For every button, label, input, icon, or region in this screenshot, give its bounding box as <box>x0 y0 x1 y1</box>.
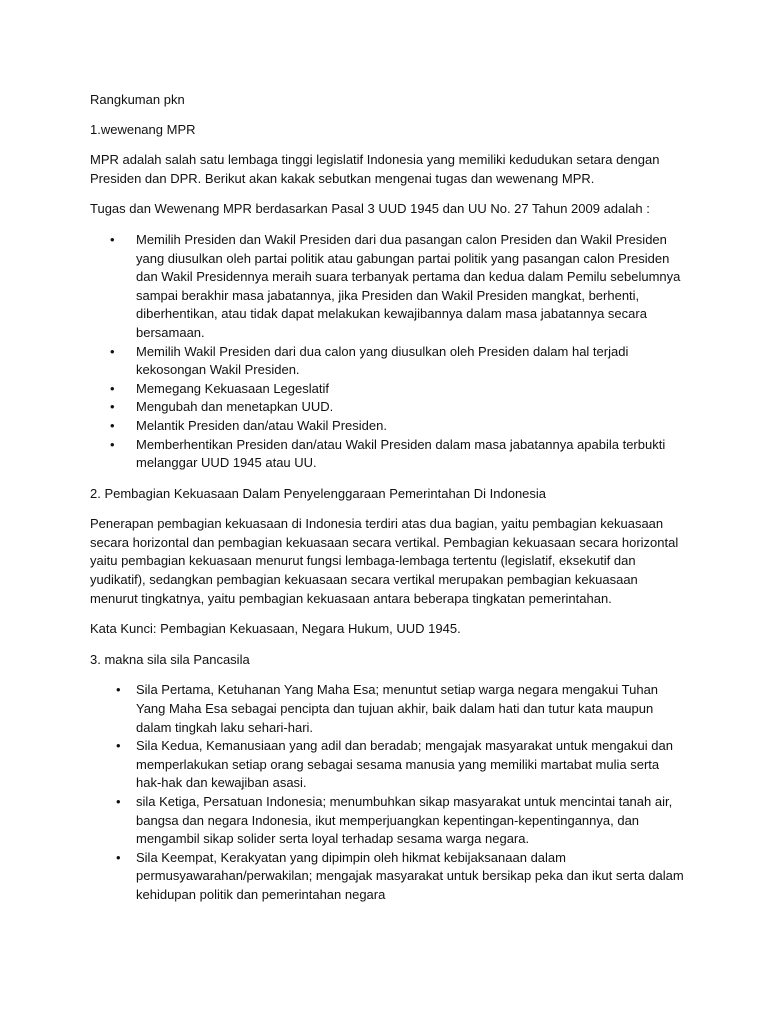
bullet-icon: • <box>116 794 121 809</box>
bullet-icon: • <box>116 682 121 698</box>
list-item-text: Sila Pertama, Ketuhanan Yang Maha Esa; menuntut setiap warga negara mengakui Tuhan Yang Maha Esa sebagai pencipta dan tujuan akhir, baik dalam hati dan tutur kata maupun dalam tingkah laku sehari-hari. <box>136 682 659 735</box>
list-item <box>90 417 688 436</box>
list-item <box>90 343 688 380</box>
document-title: Rangkuman pkn <box>90 92 185 107</box>
list-item-text: Memilih Wakil Presiden dari dua calon yang diusulkan oleh Presiden dalam hal terjadi kekosongan Wakil Presiden. <box>136 343 629 378</box>
bullet-icon: • <box>116 738 121 754</box>
list-item-text: Melantik Presiden dan/atau Wakil Presiden. <box>136 417 387 433</box>
list-item <box>90 849 688 905</box>
section-3-list <box>90 681 688 904</box>
bullet-icon: • <box>110 343 115 359</box>
bullet-icon: • <box>110 231 115 247</box>
list-item <box>90 737 688 793</box>
list-item <box>90 681 688 737</box>
section-1-intro: MPR adalah salah satu lembaga tinggi legislatif Indonesia yang memiliki kedudukan setara dengan Presiden dan DPR. Berikut akan kakak sebutkan mengenai tugas dan wewenang MPR. <box>90 152 660 186</box>
list-item-text: Mengubah dan menetapkan UUD. <box>136 399 334 415</box>
list-item-text: Memberhentikan Presiden dan/atau Wakil Presiden dalam masa jabatannya apabila terbukti melanggar UUD 1945 atau UU. <box>136 436 666 471</box>
bullet-icon: • <box>116 849 121 865</box>
list-item <box>90 231 688 343</box>
list-item-text: Memegang Kekuasaan Legeslatif <box>136 380 329 396</box>
bullet-icon: • <box>110 436 115 452</box>
list-item-text: Sila Keempat, Kerakyatan yang dipimpin oleh hikmat kebijaksanaan dalam permusyawarahan/perwakilan; mengajak masyarakat untuk bersikap peka dan ikut serta dalam kehidupan politik dan pemerintahan negara <box>136 849 684 902</box>
section-1-list <box>90 231 688 473</box>
section-1-lead: Tugas dan Wewenang MPR berdasarkan Pasal 3 UUD 1945 dan UU No. 27 Tahun 2009 adalah : <box>90 201 650 217</box>
list-item <box>90 793 688 849</box>
bullet-icon: • <box>110 399 115 415</box>
list-item-text: Memilih Presiden dan Wakil Presiden dari dua pasangan calon Presiden dan Wakil Presiden yang diusulkan oleh partai politik atau gabungan partai politik yang pasangan calon Presiden dan Wakil Presidennya meraih suara terbanyak pertama dan kedua dalam Pemilu sebelumnya sampai berakhir masa jabatannya, jika Presiden dan Wakil Presiden mangkat, berhenti, diberhentikan, atau tidak dapat melakukan kewajibannya dalam masa jabatannya secara bersamaan. <box>136 231 681 340</box>
list-item-text: Sila Kedua, Kemanusiaan yang adil dan beradab; mengajak masyarakat untuk mengakui dan memperlakukan setiap orang sebagai sesama manusia yang memiliki martabat mulia serta hak-hak dan kewajiban asasi. <box>136 738 673 791</box>
section-3-heading: 3. makna sila sila Pancasila <box>90 651 250 667</box>
bullet-icon: • <box>110 380 115 396</box>
list-item-text: sila Ketiga, Persatuan Indonesia; menumbuhkan sikap masyarakat untuk mencintai tanah air, bangsa dan negara Indonesia, ikut memperjuangkan kepentingan-kepentingannya, dan mengambil sikap solider serta loyal terhadap sesama warga negara. <box>136 794 673 847</box>
section-1-heading: 1.wewenang MPR <box>90 121 196 137</box>
list-item <box>90 436 688 473</box>
list-item <box>90 398 688 417</box>
section-2-heading: 2. Pembagian Kekuasaan Dalam Penyelenggaraan Pemerintahan Di Indonesia <box>90 485 547 501</box>
section-2-keywords: Kata Kunci: Pembagian Kekuasaan, Negara Hukum, UUD 1945. <box>90 621 461 637</box>
list-item <box>90 380 688 399</box>
section-2-body: Penerapan pembagian kekuasaan di Indonesia terdiri atas dua bagian, yaitu pembagian kekuasaan secara horizontal dan pembagian kekuasaan secara vertikal. Pembagian kekuasaan secara horizontal yaitu pembagian kekuasaan menurut fungsi lembaga-lembaga tertentu (legislatif, eksekutif dan yudikatif), sedangkan pembagian kekuasaan secara vertikal merupakan pembagian kekuasaan menurut tingkatnya, yaitu pembagian kekuasaan antara beberapa tingkatan pemerintahan. <box>90 516 679 606</box>
bullet-icon: • <box>110 417 115 433</box>
